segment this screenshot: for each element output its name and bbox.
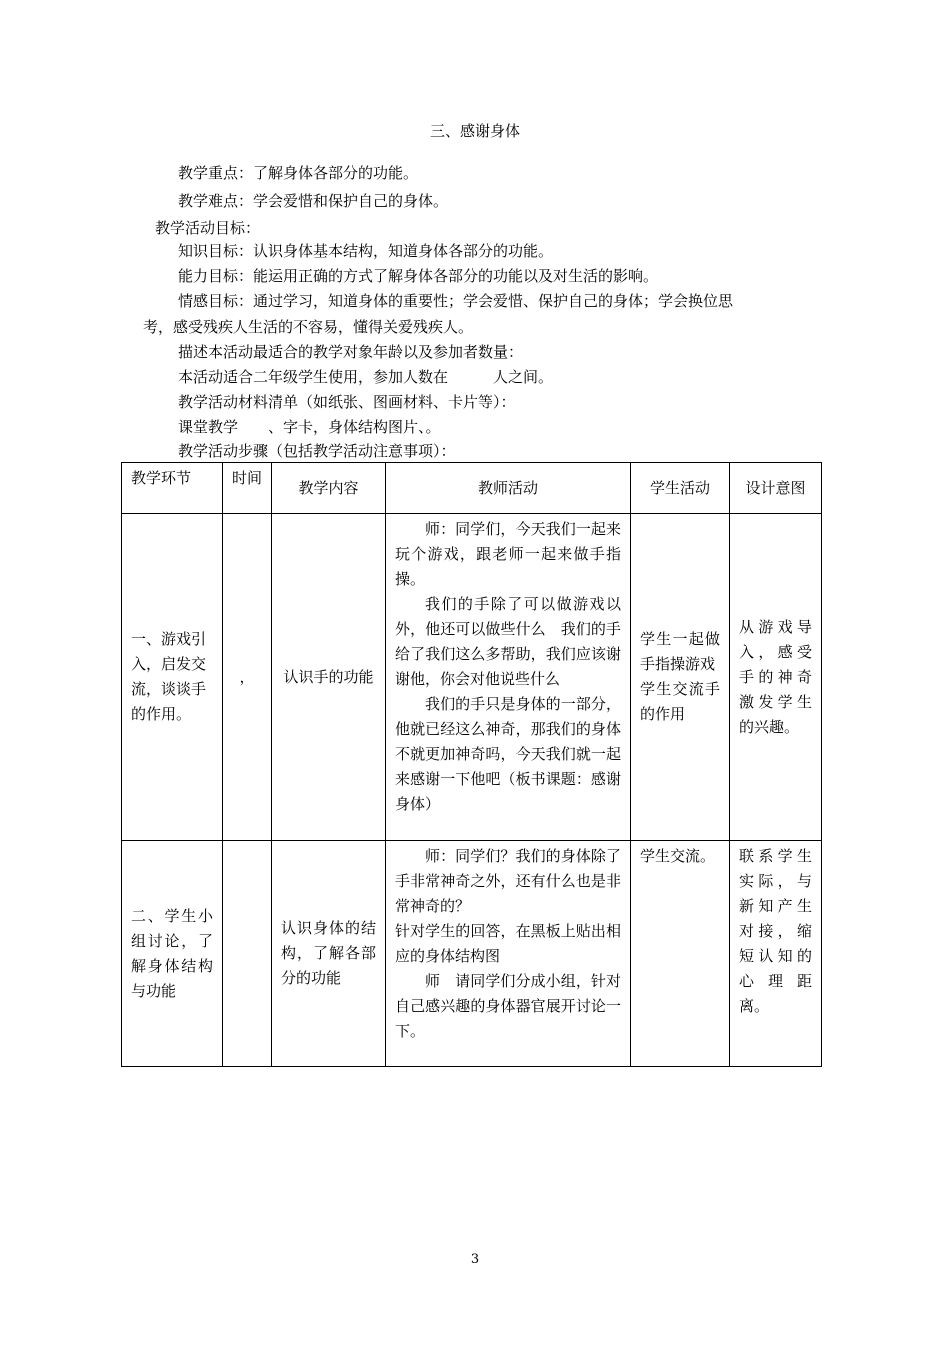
header-teacher: 教师活动 bbox=[386, 463, 631, 514]
emotion-objective: 情感目标：通过学习，知道身体的重要性；学会爱惜、保护自己的身体；学会换位思 bbox=[178, 292, 734, 310]
header-student: 学生活动 bbox=[631, 463, 730, 514]
student-activity-line: 学生一起做手指操游戏 bbox=[640, 630, 720, 673]
content-cell: 认识身体的结构，了解各部分的功能 bbox=[272, 841, 386, 1067]
teacher-paragraph: 针对学生的回答，在黑板上贴出相应的身体结构图 bbox=[395, 922, 621, 965]
page-title: 三、感谢身体 bbox=[429, 122, 520, 140]
design-intent-cell: 从游戏导入，感受手的神奇激发学生的兴趣。 bbox=[730, 514, 822, 841]
lesson-plan-table bbox=[121, 462, 822, 1067]
stage-cell: 二、学生小组讨论，了解身体结构与功能 bbox=[122, 841, 223, 1067]
emotion-objective-cont: 考，感受残疾人生活的不容易，懂得关爱残疾人。 bbox=[143, 318, 474, 336]
materials-heading: 教学活动材料清单（如纸张、图画材料、卡片等）： bbox=[178, 393, 516, 411]
knowledge-objective: 知识目标：认识身体基本结构，知道身体各部分的功能。 bbox=[178, 242, 554, 260]
header-content: 教学内容 bbox=[272, 463, 386, 514]
ability-objective: 能力目标：能运用正确的方式了解身体各部分的功能以及对生活的影响。 bbox=[178, 267, 659, 285]
time-cell bbox=[223, 841, 272, 1067]
stage-cell: 一、游戏引入，启发交流，谈谈手的作用。 bbox=[122, 514, 223, 841]
time-cell: ， bbox=[223, 514, 272, 841]
student-activity-cell bbox=[631, 841, 730, 1067]
steps-heading: 教学活动步骤（包括教学活动注意事项）： bbox=[178, 442, 456, 460]
student-activity-cell bbox=[631, 514, 730, 841]
teacher-paragraph: 师 请同学们分成小组，针对自己感兴趣的身体器官展开讨论一下。 bbox=[395, 972, 621, 1040]
key-point: 教学重点：了解身体各部分的功能。 bbox=[178, 164, 419, 182]
content-cell: 认识手的功能 bbox=[272, 514, 386, 841]
teacher-paragraph: 我们的手除了可以做游戏以外，他还可以做些什么 我们的手给了我们这么多帮助，我们应该谢谢他，你会对他说些什么 bbox=[395, 595, 621, 688]
header-time: 时间 bbox=[223, 463, 272, 514]
objectives-heading: 教学活动目标： bbox=[155, 219, 261, 237]
teacher-activity-cell bbox=[386, 514, 631, 841]
audience-heading: 描述本活动最适合的教学对象年龄以及参加者数量： bbox=[178, 343, 524, 361]
header-design: 设计意图 bbox=[730, 463, 822, 514]
materials-text: 课堂教学 、字卡，身体结构图片、。 bbox=[178, 418, 441, 436]
difficult-point: 教学难点：学会爱惜和保护自己的身体。 bbox=[178, 192, 449, 210]
design-intent-cell: 联系学生实际，与新知产生对接，缩短认知的心理距离。 bbox=[730, 841, 822, 1067]
teacher-activity-cell bbox=[386, 841, 631, 1067]
page-number: 3 bbox=[470, 1252, 480, 1267]
student-activity-line: 学生交流。 bbox=[640, 847, 716, 865]
audience-text: 本活动适合二年级学生使用，参加人数在 人之间。 bbox=[178, 368, 554, 386]
table-row bbox=[122, 514, 822, 841]
teacher-paragraph: 我们的手只是身体的一部分，他就已经这么神奇，那我们的身体不就更加神奇吗，今天我们就一起来感谢一下他吧（板书课题：感谢身体） bbox=[395, 695, 621, 813]
teacher-paragraph: 师：同学们？我们的身体除了手非常神奇之外，还有什么也是非常神奇的？ bbox=[395, 847, 621, 915]
table-header-row bbox=[122, 463, 822, 514]
table-row bbox=[122, 841, 822, 1067]
header-stage: 教学环节 bbox=[122, 463, 223, 514]
teacher-paragraph: 师：同学们，今天我们一起来玩个游戏，跟老师一起来做手指操。 bbox=[395, 520, 621, 588]
student-activity-line: 学生交流手的作用 bbox=[640, 680, 720, 723]
